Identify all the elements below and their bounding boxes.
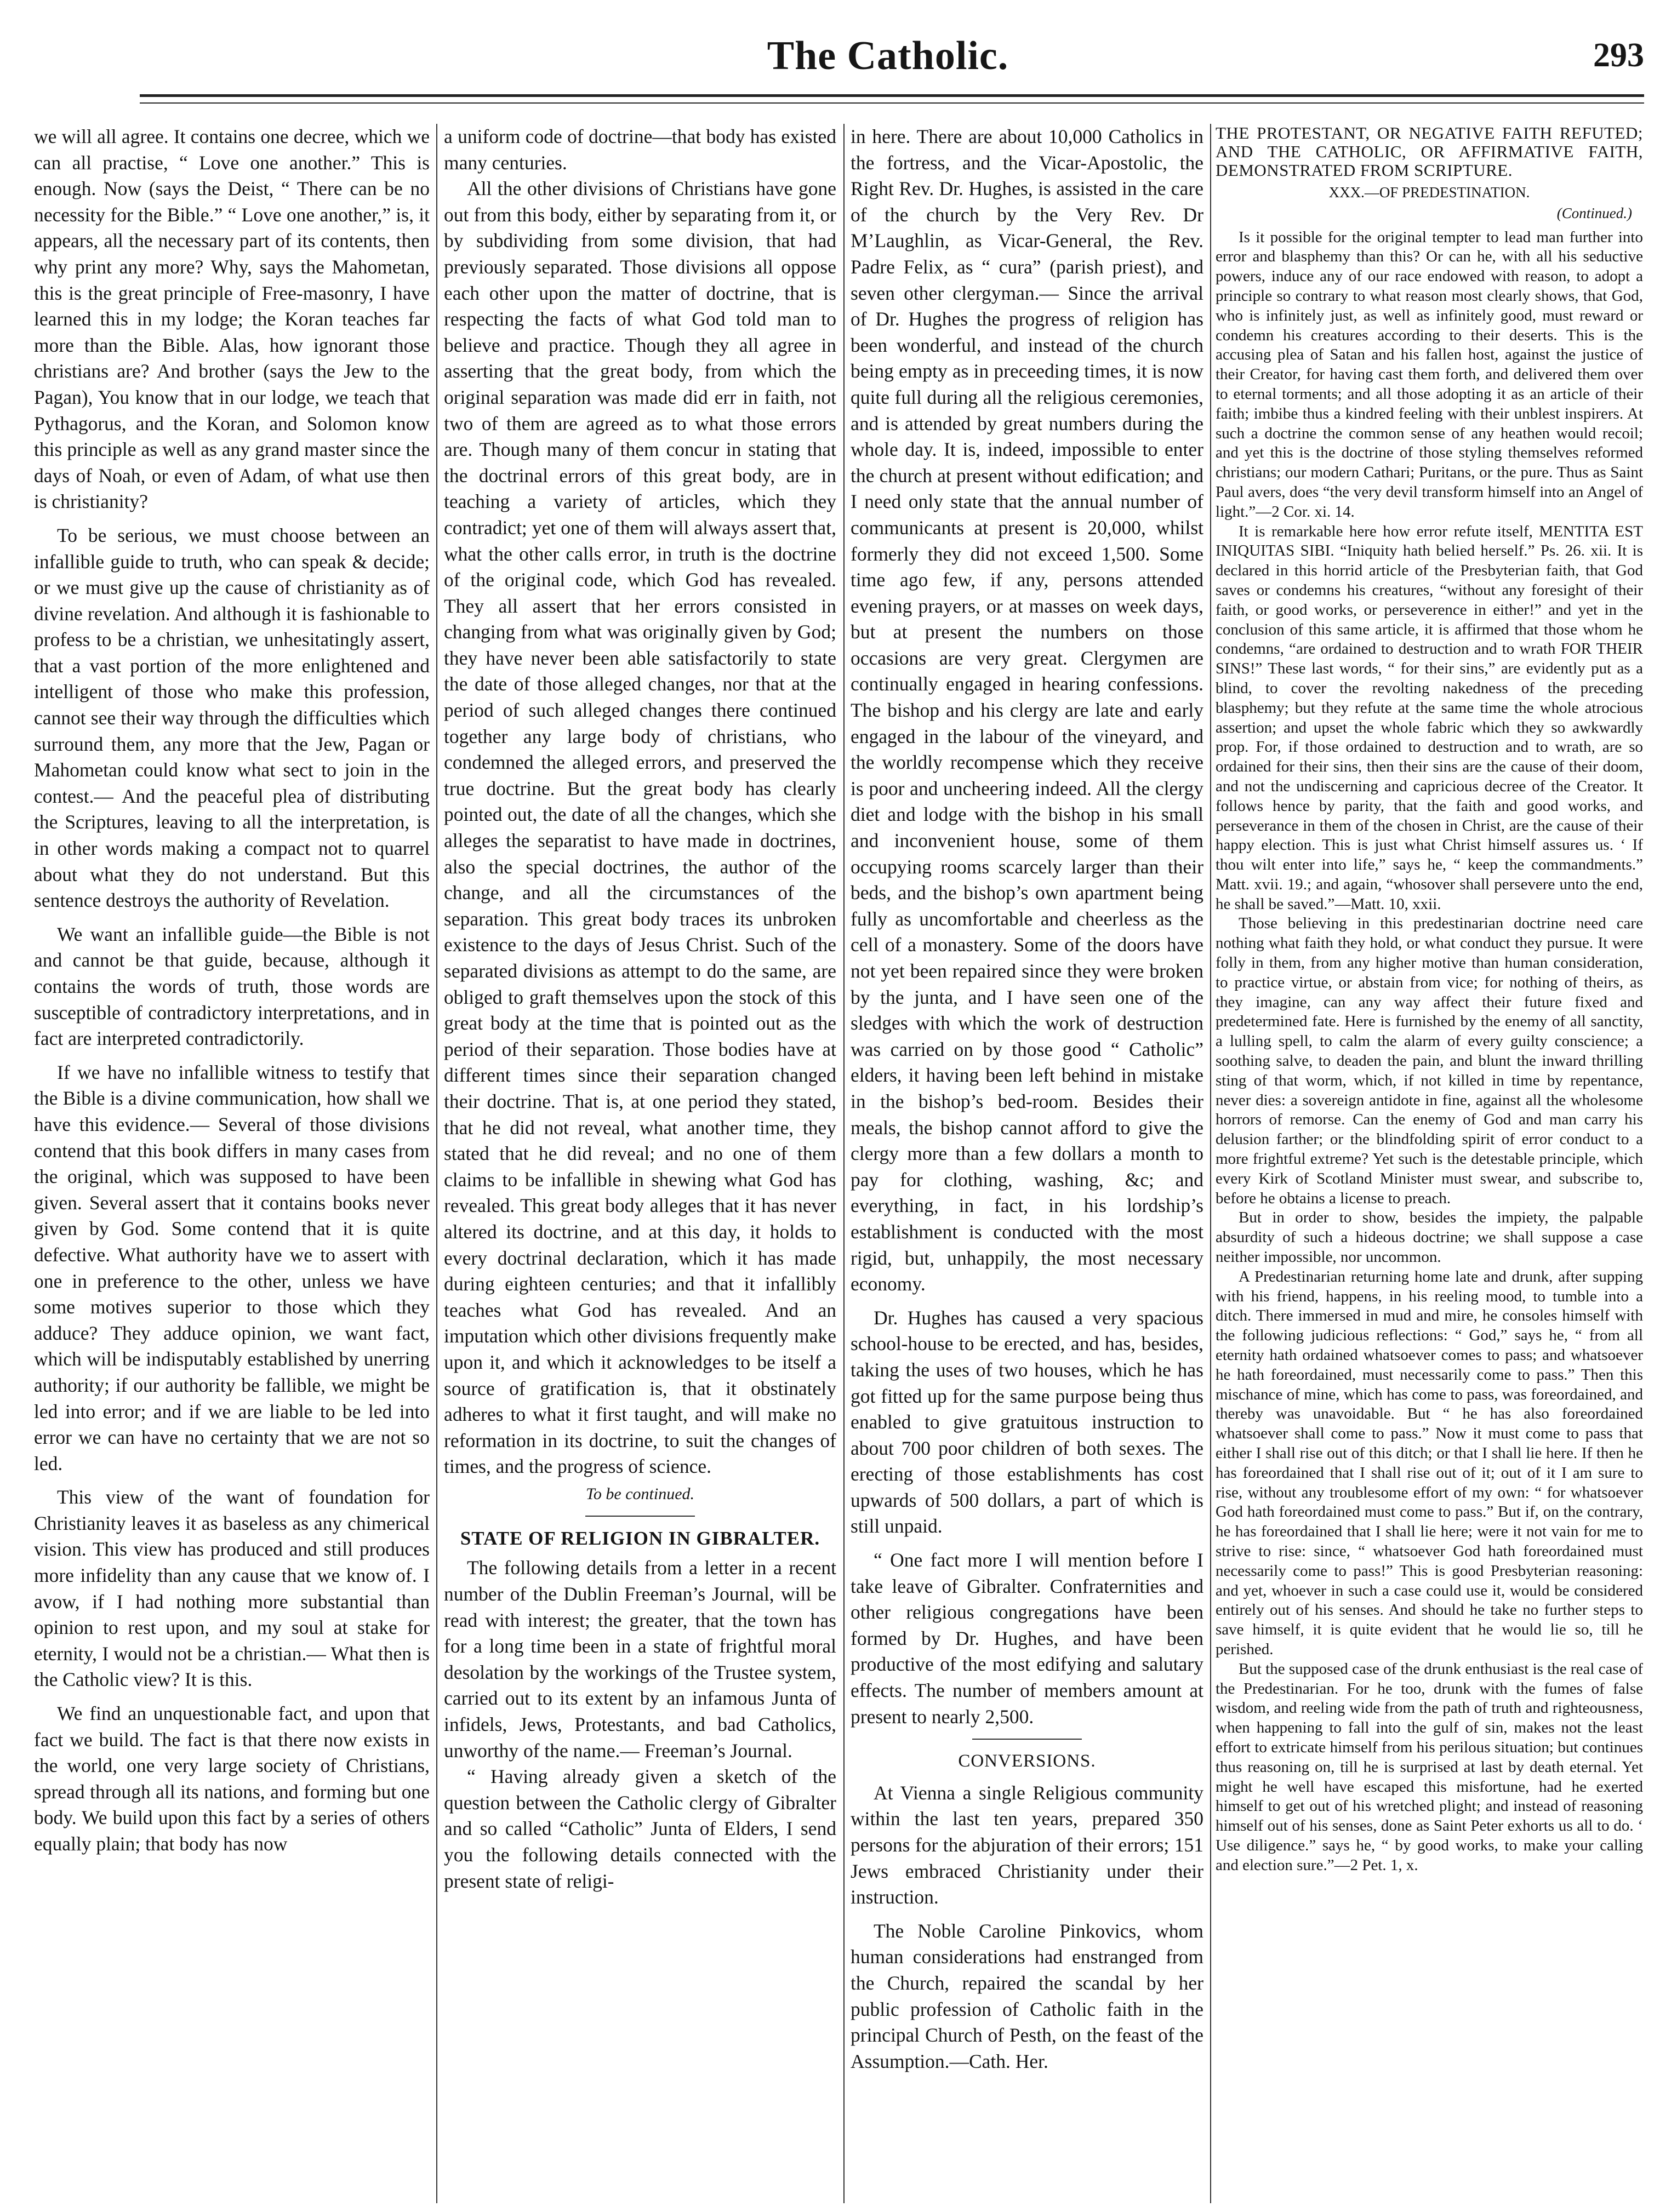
column-2 <box>444 124 836 2203</box>
article-paragraph: in here. There are about 10,000 Catholics in the fortress, and the Vicar-Apostolic, the Right Rev. Dr. Hughes, is assisted in the care of the church by the Very Rev. Dr M’Laughlin, as Vicar-General, the Rev. Padre Felix, as “ cura” (parish priest), and seven other clergyman.— Since the arrival of Dr. Hughes the progress of religion has been wonderful, and instead of the church being empty as in preceeding times, it is now quite full during all the religious ceremonies, and is attended by great numbers during the whole day. It is, indeed, impossible to enter the church at present without edification; and I need only state that the annual number of communicants at present is 20,000, whilst formerly they did not exceed 1,500. Some time ago few, if any, persons attended evening prayers, or at masses on week days, but at present the numbers on those occasions are very great. Clergymen are continually engaged in hearing confessions. The bishop and his clergy are late and early engaged in the labour of the vineyard, and the worldly recompense which they receive is poor and uncheering indeed. All the clergy diet and lodge with the bishop in his small and inconvenient house, some of them occupying rooms scarcely larger than their beds, and the bishop’s own apartment being fully as uncomfortable and cheerless as the cell of a monastery. Some of the doors have not yet been repaired since they were broken by the junta, and I have seen one of the sledges with which the work of destruction was carried on by those good “ Catholic” elders, it having been left behind in mistake in the bishop’s bed-room. Besides their meals, the bishop cannot afford to give the clergy more than a few dollars a month to pay for clothing, washing, &c; and everything, in fact, in his lordship’s establishment is conducted with the most rigid, but, unhappily, the most necessary economy. <box>851 125 1203 1295</box>
article-paragraph: The following details from a letter in a recent number of the Dublin Freeman’s Journal, will be read with interest; the greater, that the town has for a long time been in a state of frightful moral desolation by the workings of the Trustee system, carried out to its extent by an infamous Junta of infidels, Jews, Protestants, and bad Catholics, unworthy of the name.— Freeman’s Journal. <box>444 1557 836 1762</box>
column-3 <box>851 124 1203 2203</box>
article-paragraph: All the other divisions of Christians have gone out from this body, either by separating from it, or by subdividing from some division, that had previously separated. Those divisions all oppose each other upon the matter of doctrine, that is respecting the facts of what God told man to believe and practice. Though they all agree in asserting that the great body, from which the original separation was made did err in faith, not two of them are agreed as to what those errors are. Though many of them concur in stating that the doctrinal errors of this great body, are in teaching a variety of articles, which they contradict; yet one of them will always assert that, what the other calls error, in truth is the doctrine of the original code, which God has revealed. They all assert that her errors consisted in changing from what was originally given by God; they have never been able satisfactorily to state the date of those alleged changes, nor that at the period of such alleged changes there continued together any large body of christians, who condemned the alleged errors, and preserved the true doctrine. But the great body has clearly pointed out, the date of all the changes, which she alleges the separatist to have made in doctrines, also the special doctrines, the author of the change, and all the circumstances of the separation. This great body traces its unbroken existence to the days of Jesus Christ. Such of the separated divisions as attempt to do the same, are obliged to graft themselves upon the stock of this great body at the time that is pointed out as the period of their separation. Those bodies have at different times since their separation changed their doctrine. That is, at one period they stated, that he did not reveal, what another time, they stated that he did reveal; and no one of them claims to be infallible in shewing what God has revealed. This great body alleges that it has never altered its doctrine, and at this day, it holds to every doctrinal declaration, which it has made during eighteen centuries; and that it infallibly teaches what God has revealed. And an imputation which other divisions frequently make upon it, and which it acknowledges to be itself a source of gratification is, that it obstinately adheres to what it first taught, and will make no reformation in its doctrine, to suit the changes of times, and the progress of science. <box>444 178 836 1478</box>
article-paragraph: A Predestinarian returning home late and drunk, after supping with his friend, happens, in his reeling mood, to tumble into a ditch. There immersed in mud and mire, he consoles himself with the following judicious reflections: “ God,” says he, “ from all eternity hath ordained whatsoever comes to pass; and whatsoever he hath foreordained, must necessarily come to pass.” Then this mischance of mine, which has come to pass, was foreordained, and thereby was unavoidable. But “ he has also foreordained whatsoever shall come to pass.” Now it must come to pass that either I shall rise out of this ditch; or that I shall lie here. If then he has foreordained that I shall rise out of it; out of it I am sure to rise, without any troublesome effort of my own: “ for whatsoever God hath foreordained must come to pass.” But if, on the contrary, he has foreordained that I shall lie here; were it not vain for me to strive to rise: since, “ whatsoever God hath foreordained must necessarily come to pass!” This is good Presbyterian reasoning: and yet, whoever in such a case could use it, would be considered entirely out of his senses. And should he take no further steps to save himself, it is quite evident that he would lie so, till he perished. <box>1216 1267 1643 1658</box>
article-paragraph: It is remarkable here how error refute itself, MENTITA EST INIQUITAS SIBI. “Iniquity hath belied herself.” Ps. 26. xii. It is declared in this horrid article of the Presbyterian faith, that God saves or condemns his creatures, “without any foresight of their faith, or good works, or perseverence in either!” and yet in the conclusion of this same article, it is affirmed that those whom he condemns, “are ordained to destruction and to wrath FOR THEIR SINS!” These last words, “ for their sins,” are evidently put as a blind, to cover the revolting nakedness of the preceding blasphemy; but they refute at the same time the whole atrocious assertion; and upset the whole fabric which they so awkwardly prop. For, if those ordained to destruction and to wrath, are so ordained for their sins, then their sins are the cause of their doom, and not the undiscerning and capricious decree of the Creator. It follows hence by parity, that the faith and good works, and perseverance in them of the chosen in Christ, are the cause of their happy election. This is just what Christ himself assures us. ‘ If thou wilt enter into life,” says he, “ keep the commandments.” Matt. xvii. 19.; and again, “whosover shall persevere unto the end, he shall be saved.”—Matt. 10, xxii. <box>1216 522 1643 913</box>
column-divider <box>436 124 437 2203</box>
page-number: 293 <box>1593 37 1644 74</box>
article-paragraph: we will all agree. It contains one decree, which we can all practise, “ Love one another.” This is enough. Now (says the Deist, “ There can be no necessity for the Bible.” “ Love one another,” is, it appears, all the necessary part of its contents, then why print any more? Why, says the Mahometan, this is the great principle of Free-masonry, I have learned this in my lodge; the Koran teaches far more than the Bible. Alas, how ignorant those christians are? And brother (says the Jew to the Pagan), You know that in our lodge, we teach that Pythagorus, and the Koran, and Solomon know this principle as well as any grand master since the days of Noah, or even of Adam, of what use then is christianity? <box>34 125 430 513</box>
page-header <box>132 33 1644 93</box>
to-be-continued-note: To be continued. <box>585 1484 695 1503</box>
article-title: THE PROTESTANT, OR NEGATIVE FAITH REFUTED; AND THE CATHOLIC, OR AFFIRMATIVE FAITH, DEMONSTRATED FROM SCRIPTURE. <box>1216 124 1643 180</box>
article-paragraph: But in order to show, besides the impiety, the palpable absurdity of such a hideous doctrine; we shall suppose a case neither impossible, nor uncommon. <box>1216 1209 1643 1266</box>
article-paragraph: a uniform code of doctrine—that body has existed many centuries. <box>444 125 836 174</box>
article-paragraph: “ One fact more I will mention before I take leave of Gibralter. Confraternities and other religious congregations have been formed by Dr. Hughes, and have been productive of the most edifying and salutary effects. The number of members amount at present to nearly 2,500. <box>851 1549 1203 1728</box>
article-paragraph: If we have no infallible witness to testify that the Bible is a divine communication, how shall we have this evidence.— Several of those divisions contend that this book differs in many cases from the original, which was supposed to have been given. Several assert that it contains books never given by God. Some contend that it is quite defective. What authority have we to assert with one in preference to the other, unless we have some motives superior to those which they adduce? They adduce opinion, we want fact, which will be indisputably established by unerring authority; if our authority be fallible, we might be led into error; and if we are liable to be led into error we can have no certainty that we are not so led. <box>34 1061 430 1474</box>
section-divider <box>585 1516 695 1517</box>
column-divider <box>843 124 845 2203</box>
continued-note: (Continued.) <box>1556 204 1632 221</box>
article-paragraph: At Vienna a single Religious community within the last ten years, prepared 350 persons for the abjuration of their errors; 151 Jews embraced Christianity under their instruction. <box>851 1781 1203 1908</box>
article-paragraph: We find an unquestionable fact, and upon that fact we build. The fact is that there now exists in the world, one very large society of Christians, spread through all its nations, and forming but one body. We build upon this fact by a series of others equally plain; that body has now <box>34 1702 430 1855</box>
column-4 <box>1216 124 1643 2203</box>
header-double-rule <box>140 94 1644 104</box>
article-paragraph: Is it possible for the original tempter to lead man further into error and blasphemy than this? Or can he, with all his seductive powers, induce any of our race endowed with reason, to adopt a principle so contrary to what reason most clearly shows, that God, who is infinitely just, as well as infinitely good, must reward or condemn his creatures according to their deserts. This is the accusing plea of Satan and his fallen host, against the justice of their Creator, for having cast them forth, and delivered them over to eternal torments; and all those adopting it as an article of their faith; imbibe thus a kindred feeling with their unblest inspirers. At such a doctrine the common sense of any heathen would recoil; and yet this is the doctrine of those styling themselves reformed christians; our modern Cathari; Puritans, or the pure. Thus as Saint Paul avers, does “the very devil transform himself into an Angel of light.”—2 Cor. xi. 14. <box>1216 228 1643 521</box>
section-heading: XXX.—OF PREDESTINATION. <box>1328 184 1530 201</box>
column-divider <box>1210 124 1211 2203</box>
article-paragraph: We want an infallible guide—the Bible is not and cannot be that guide, because, although it contains the words of truth, those words are susceptible of contradictory interpretations, and in fact are interpreted contradictorily. <box>34 923 430 1050</box>
article-paragraph: The Noble Caroline Pinkovics, whom human considerations had enstranged from the Church, repaired the scandal by her public profession of Catholic faith in the principal Church of Pesth, on the feast of the Assumption.—Cath. Her. <box>851 1919 1203 2072</box>
section-divider <box>972 1739 1082 1740</box>
article-headline: STATE OF RELIGION IN GIBRALTER. <box>460 1528 820 1550</box>
column-1 <box>34 124 430 2203</box>
article-paragraph: Dr. Hughes has caused a very spacious school-house to be erected, and has, besides, taking the uses of two houses, which he has got fitted up for the same purpose being thus enabled to give gratuitous instruction to about 700 poor children of both sexes. The erecting of those establishments has cost upwards of 500 dollars, a part of which is still unpaid. <box>851 1306 1203 1537</box>
newspaper-title: The Catholic. <box>767 33 1009 78</box>
article-paragraph: But the supposed case of the drunk enthusiast is the real case of the Predestinarian. For he too, drunk with the fumes of false wisdom, and reeling wide from the path of truth and righteousness, when happening to fall into the gulf of sin, makes not the least effort to extricate himself from his perilous situation; but continues thus reasoning on, till he is surprised at last by death eternal. Yet might he well have escaped this misfortune, had he exerted himself to get out of his wretched plight; and instead of reasoning himself out of his senses, done as Saint Peter exhorts us all to do. ‘ Use diligence.” says he, “ by good works, to make your calling and election sure.”—2 Pet. 1, x. <box>1216 1660 1643 1874</box>
article-paragraph: “ Having already given a sketch of the question between the Catholic clergy of Gibralter and so called “Catholic” Junta of Elders, I send you the following details connected with the present state of religi- <box>444 1765 836 1892</box>
article-paragraph: This view of the want of foundation for Christianity leaves it as baseless as any chimerical vision. This view has produced and still produces more infidelity than any cause that we know of. I avow, if I had nothing more substantial than opinion to rest upon, and my soul at stake for eternity, I would not be a christian.— What then is the Catholic view? It is this. <box>34 1486 430 1691</box>
article-paragraph: Those believing in this predestinarian doctrine need care nothing what faith they hold, or what conduct they pursue. It were folly in them, from any higher motive than human consideration, to practice virtue, or abstain from vice; for nothing of theirs, as they imagine, can any way affect their future fixed and predetermined fate. Here is furnished by the enemy of all sanctity, a lulling spell, to calm the alarm of every guilty conscience; a soothing salve, to deaden the pain, and blunt the inward thrilling sting of that worm, which, if not killed in time by repentance, never dies: a sovereign antidote in fine, against all the wholesome horrors of remorse. Can the enemy of God and man carry his delusion farther; or the blindfolding spirit of error conduct to a more frightful extreme? Yet such is the detestable principle, which every Kirk of Scotland Minister must swear, and subscribe to, before he obtains a license to preach. <box>1216 914 1643 1207</box>
article-headline: CONVERSIONS. <box>958 1751 1096 1771</box>
article-paragraph: To be serious, we must choose between an infallible guide to truth, who can speak & decide; or we must give up the cause of christianity as of divine revelation. And although it is fashionable to profess to be a christian, we unhesitatingly assert, that a vast portion of the more enlightened and intelligent of those who make this profession, cannot see their way through the difficulties which surround them, any more that the Jew, Pagan or Mahometan could know what sect to join in the contest.— And the peaceful plea of distributing the Scriptures, leaving to all the interpretation, is in other words making a compact not to quarrel about what they do not understand. But this sentence destroys the authority of Revelation. <box>34 524 430 912</box>
